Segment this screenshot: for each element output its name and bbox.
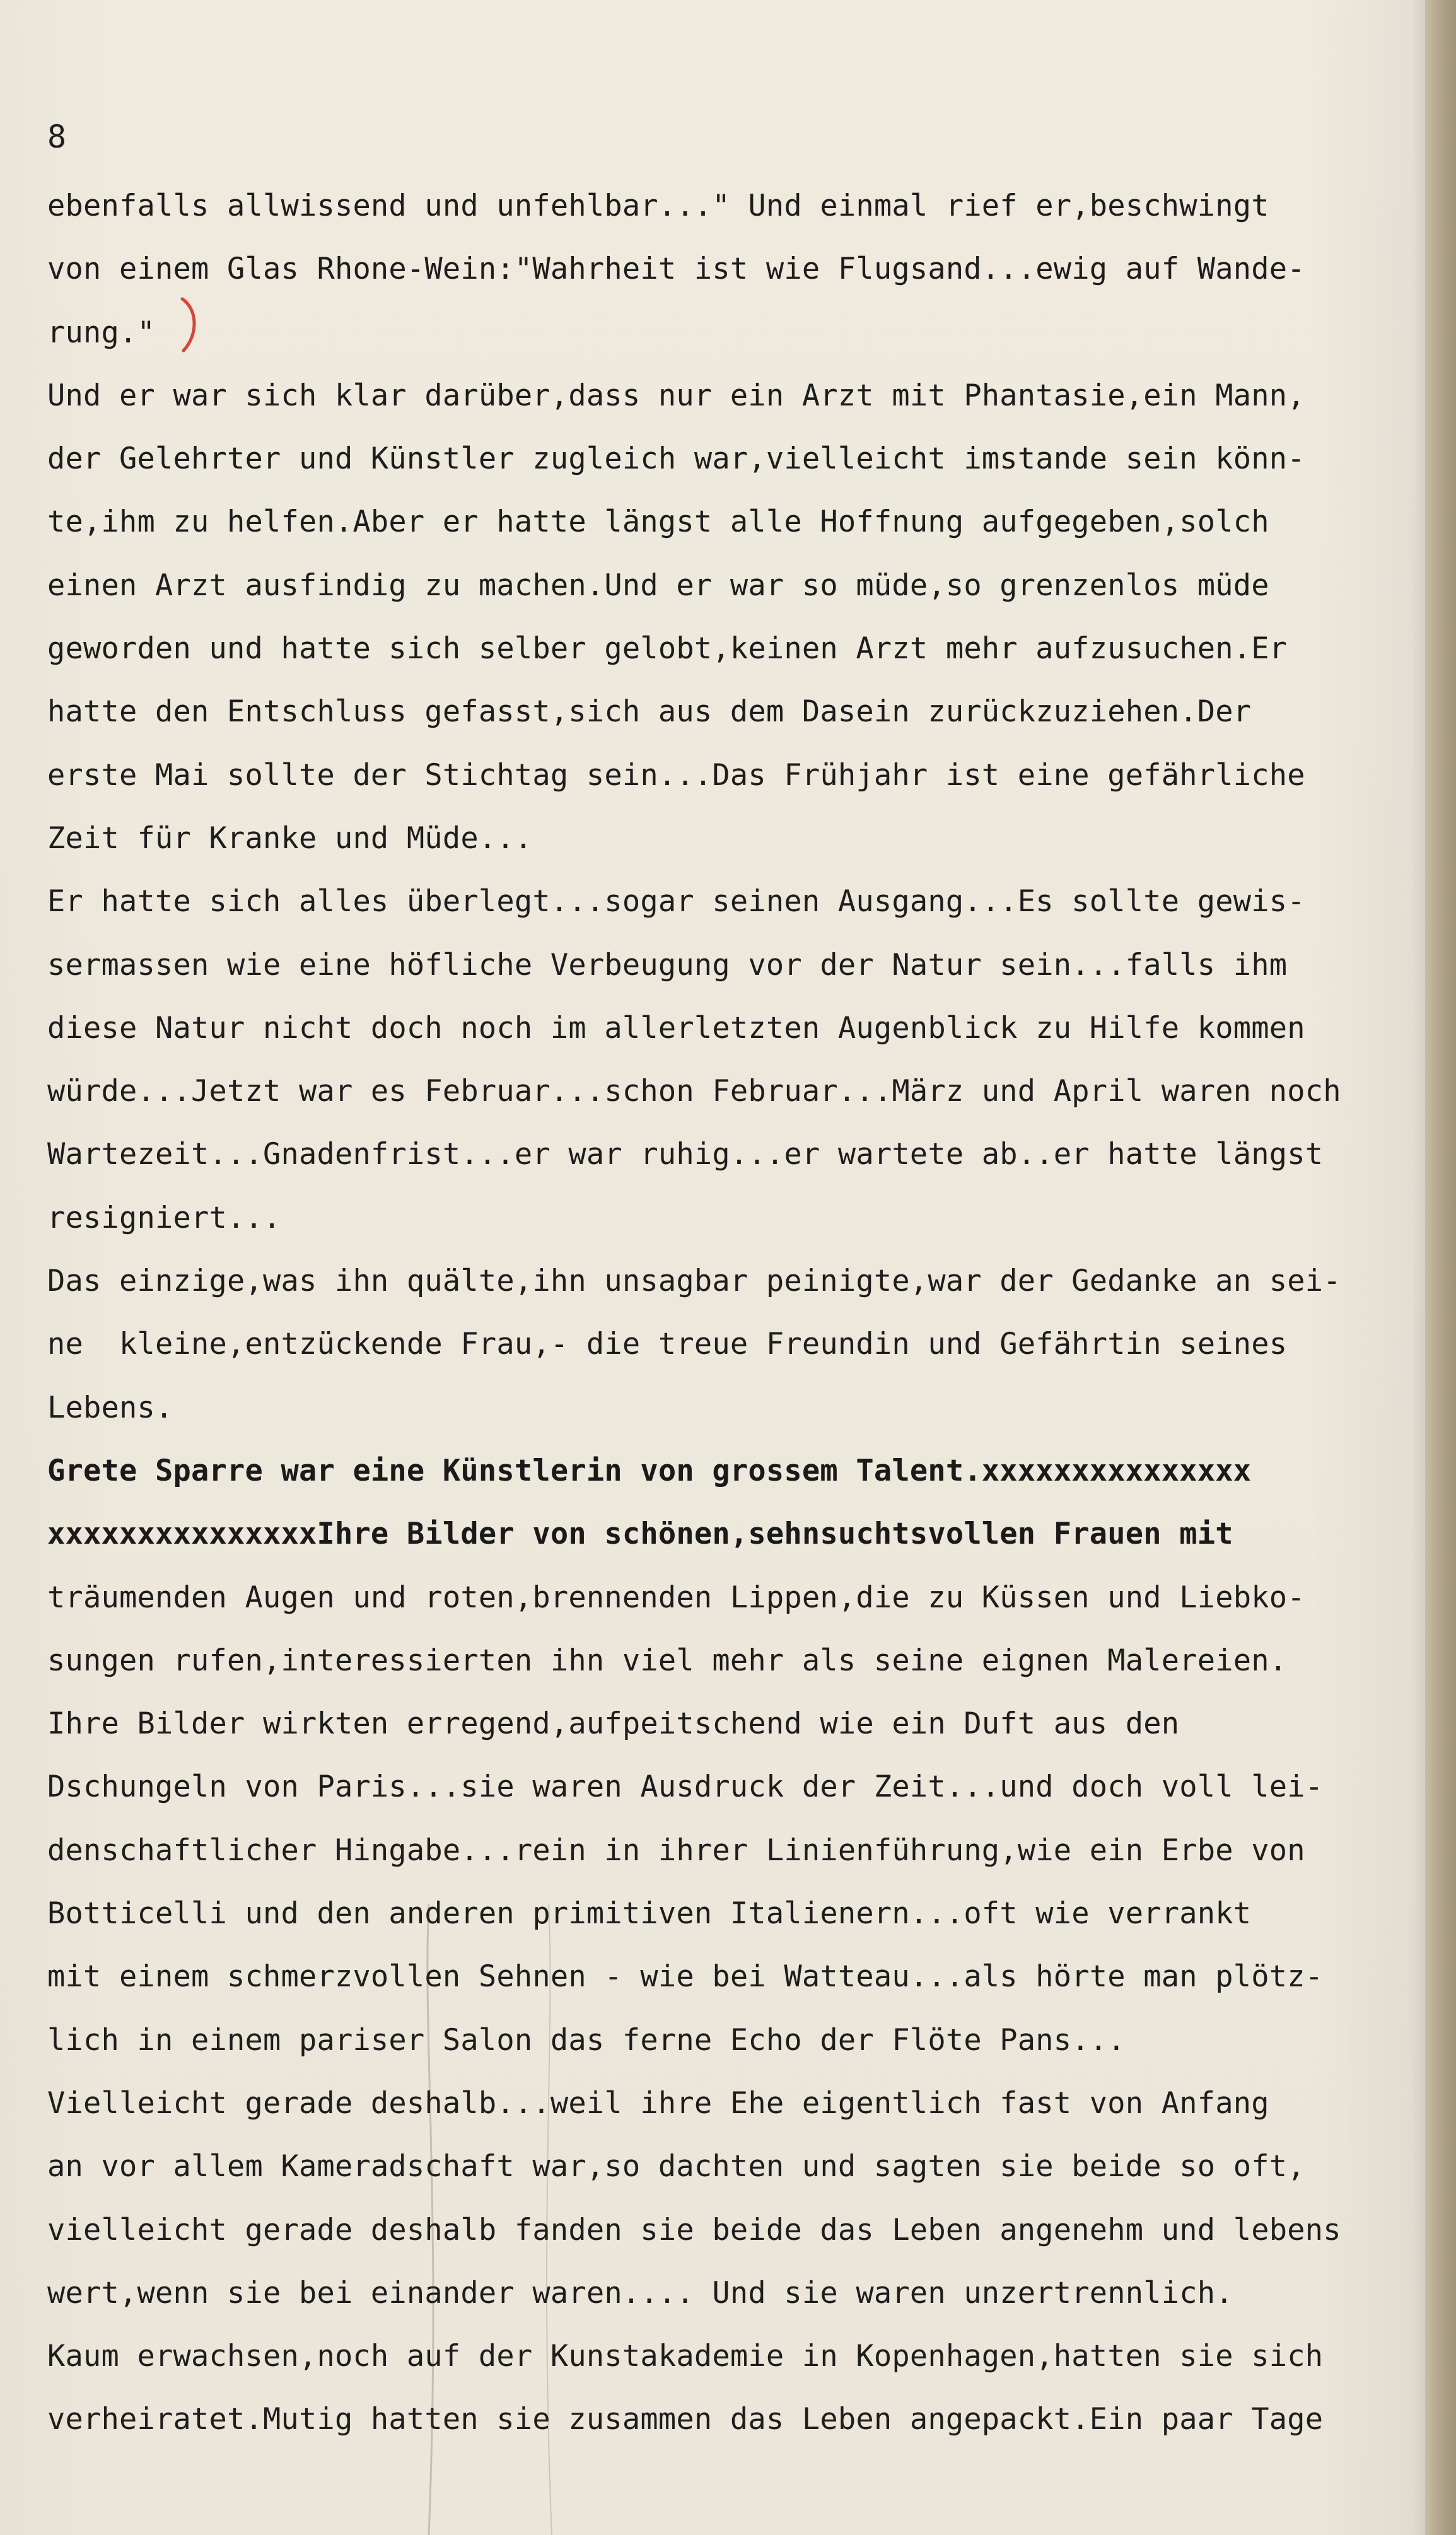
page-edge-binding [1425, 0, 1456, 2535]
text-line: rung." [47, 315, 155, 350]
text-line: te,ihm zu helfen.Aber er hatte längst alle Hoffnung aufgegeben,solch [47, 504, 1269, 540]
text-line: Er hatte sich alles überlegt...sogar seinen Ausgang...Es sollte gewis- [47, 884, 1305, 919]
text-line: Kaum erwachsen,noch auf der Kunstakademie in Kopenhagen,hatten sie sich [47, 2339, 1324, 2374]
text-line: sermassen wie eine höfliche Verbeugung vor der Natur sein...falls ihm [47, 947, 1288, 982]
text-line: Wartezeit...Gnadenfrist...er war ruhig...er wartete ab..er hatte längst [47, 1137, 1324, 1172]
text-line: erste Mai sollte der Stichtag sein...Das Frühjahr ist eine gefährliche [47, 757, 1305, 793]
text-line: Vielleicht gerade deshalb...weil ihre Ehe eigentlich fast von Anfang [47, 2085, 1269, 2121]
text-line: ne kleine,entzückende Frau,- die treue Freundin und Gefährtin seines [47, 1327, 1288, 1362]
text-line: von einem Glas Rhone-Wein:"Wahrheit ist wie Flugsand...ewig auf Wande- [47, 252, 1305, 287]
text-line: Botticelli und den anderen primitiven Italienern...oft wie verrankt [47, 1896, 1252, 1932]
text-line: diese Natur nicht doch noch im allerletzten Augenblick zu Hilfe kommen [47, 1010, 1305, 1046]
text-line: resigniert... [47, 1200, 281, 1235]
text-line-with-strikeout: xxxxxxxxxxxxxxxIhre Bilder von schönen,sehnsuchtsvollen Frauen mit [47, 1517, 1233, 1552]
text-line: Ihre Bilder wirkten erregend,aufpeitschend wie ein Duft aus den [47, 1706, 1180, 1742]
text-line: Lebens. [47, 1390, 173, 1425]
text-line: der Gelehrter und Künstler zugleich war,vielleicht imstande sein könn- [47, 441, 1305, 477]
text-line: Das einzige,was ihn quälte,ihn unsagbar peinigte,war der Gedanke an sei- [47, 1264, 1341, 1299]
page-fold-shadow [1411, 0, 1425, 2535]
page-number: 8 [47, 119, 67, 155]
text-line-with-strikeout: Grete Sparre war eine Künstlerin von grossem Talent.xxxxxxxxxxxxxxx [47, 1453, 1252, 1488]
text-line: wert,wenn sie bei einander waren.... Und sie waren unzertrennlich. [47, 2275, 1233, 2311]
text-line: denschaftlicher Hingabe...rein in ihrer Linienführung,wie ein Erbe von [47, 1833, 1305, 1868]
text-line: würde...Jetzt war es Februar...schon Februar...März und April waren noch [47, 1074, 1341, 1109]
text-line: einen Arzt ausfindig zu machen.Und er war so müde,so grenzenlos müde [47, 568, 1269, 603]
typed-text-body [47, 175, 1409, 2452]
text-line: mit einem schmerzvollen Sehnen - wie bei Watteau...als hörte man plötz- [47, 1959, 1324, 1995]
text-line: Und er war sich klar darüber,dass nur ein Arzt mit Phantasie,ein Mann, [47, 378, 1305, 413]
text-line: Dschungeln von Paris...sie waren Ausdruck der Zeit...und doch voll lei- [47, 1769, 1324, 1805]
text-line: lich in einem pariser Salon das ferne Echo der Flöte Pans... [47, 2022, 1126, 2058]
text-line: sungen rufen,interessierten ihn viel mehr als seine eignen Malereien. [47, 1643, 1288, 1678]
text-line: träumenden Augen und roten,brennenden Lippen,die zu Küssen und Liebko- [47, 1580, 1305, 1615]
text-line: an vor allem Kameradschaft war,so dachten und sagten sie beide so oft, [47, 2149, 1305, 2184]
text-line: vielleicht gerade deshalb fanden sie beide das Leben angenehm und lebens [47, 2212, 1341, 2247]
text-line: hatte den Entschluss gefasst,sich aus dem Dasein zurückzuziehen.Der [47, 694, 1252, 730]
text-line: verheiratet.Mutig hatten sie zusammen das Leben angepackt.Ein paar Tage [47, 2402, 1324, 2437]
text-line: ebenfalls allwissend und unfehlbar..." Und einmal rief er,beschwingt [47, 189, 1269, 223]
text-line: Zeit für Kranke und Müde... [47, 820, 533, 856]
text-line: geworden und hatte sich selber gelobt,keinen Arzt mehr aufzusuchen.Er [47, 631, 1288, 667]
